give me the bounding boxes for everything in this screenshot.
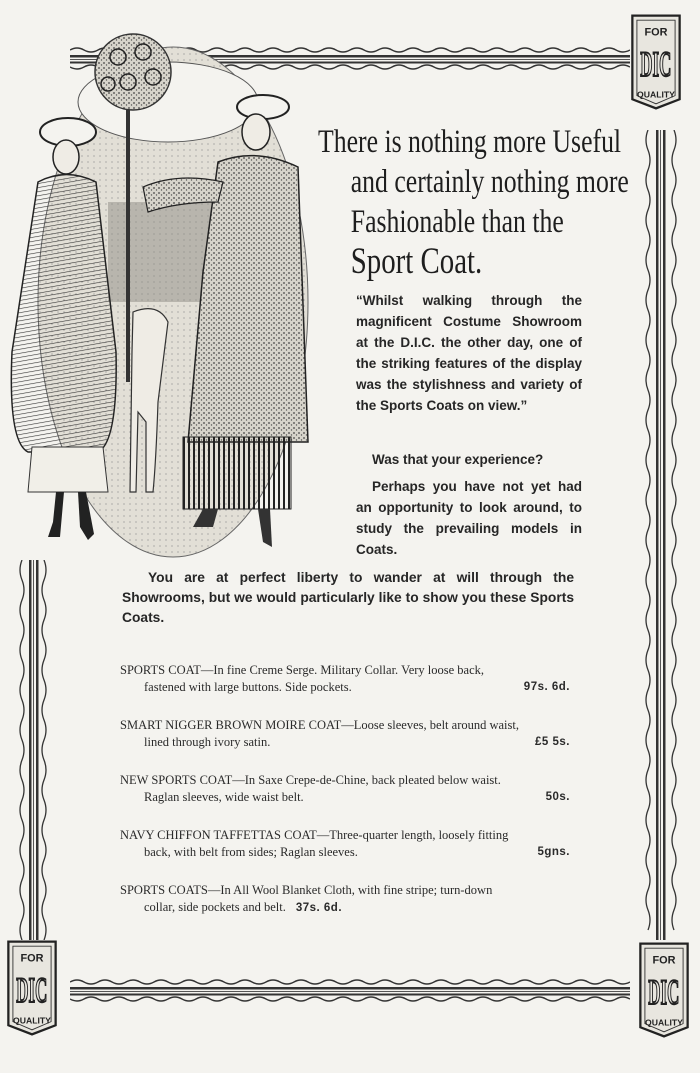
- svg-text:FOR: FOR: [644, 26, 668, 39]
- product-item: [120, 827, 580, 861]
- svg-text:QUALITY: QUALITY: [637, 89, 675, 100]
- right-ornamental-border: [640, 130, 682, 940]
- product-details: Raglan sleeves, wide waist belt.: [144, 790, 304, 804]
- product-description: SPORTS COATS—In All Wool Blanket Cloth, with fine stripe; turn-down: [120, 883, 493, 897]
- product-details: back, with belt from sides; Raglan sleeves.: [144, 845, 358, 859]
- experience-question: Was that your experience?: [372, 452, 544, 467]
- product-description: NEW SPORTS COAT—In Saxe Crepe-de-Chine, back pleated below waist.: [120, 773, 501, 787]
- headline-line-2: and certainly nothing more: [350, 164, 629, 200]
- product-price: 97s. 6d.: [523, 681, 570, 693]
- product-details: fastened with large buttons. Side pockets.: [144, 680, 352, 694]
- product-item: [120, 662, 580, 696]
- bottom-ornamental-border: [70, 978, 630, 1002]
- fashion-illustration: [8, 22, 318, 562]
- left-ornamental-border: [16, 560, 50, 940]
- svg-text:QUALITY: QUALITY: [13, 1015, 51, 1026]
- showroom-quote: “Whilst walking through the magnificent Costume Showroom at the D.I.C. the other day, one of the striking features of the display was the stylishness and variety of the Sports Coats on view.”: [356, 293, 582, 413]
- product-details-text: collar, side pockets and belt.: [144, 900, 286, 914]
- product-list: [120, 662, 580, 938]
- product-item: [120, 772, 580, 806]
- dic-quality-badge-bottom-left: [2, 938, 62, 1038]
- svg-text:FOR: FOR: [652, 954, 676, 967]
- svg-text:DIC: DIC: [640, 45, 672, 85]
- headline-line-3: Fashionable than the: [350, 204, 564, 240]
- product-price: 37s. 6d.: [295, 902, 343, 914]
- headline: [318, 122, 629, 282]
- liberty-paragraph: You are at perfect liberty to wander at will through the Showrooms, but we would particularly like to show you these Sports Coats.: [122, 570, 574, 625]
- perhaps-paragraph: Perhaps you have not yet had an opportunity to look around, to study the prevailing models in Coats.: [356, 479, 582, 557]
- product-description: NAVY CHIFFON TAFFETTAS COAT—Three-quarter length, loosely fitting: [120, 828, 509, 842]
- product-price: 50s.: [545, 791, 570, 803]
- dic-quality-badge-top-right: [626, 12, 686, 112]
- product-price: 5gns.: [537, 846, 570, 858]
- product-details: lined through ivory satin.: [144, 735, 271, 749]
- headline-line-4: Sport Coat.: [350, 241, 483, 282]
- svg-text:FOR: FOR: [20, 952, 44, 965]
- svg-text:QUALITY: QUALITY: [645, 1017, 683, 1028]
- product-item: [120, 717, 580, 751]
- product-description: SPORTS COAT—In fine Creme Serge. Military Collar. Very loose back,: [120, 663, 485, 677]
- dic-quality-badge-bottom-right: [634, 940, 694, 1040]
- headline-line-1: There is nothing more Useful: [318, 124, 622, 160]
- product-description: SMART NIGGER BROWN MOIRE COAT—Loose sleeves, belt around waist,: [120, 718, 519, 732]
- product-price: £5 5s.: [535, 736, 570, 748]
- product-details: [120, 899, 580, 917]
- product-item: [120, 882, 580, 917]
- svg-text:DIC: DIC: [648, 973, 680, 1013]
- svg-text:DIC: DIC: [16, 971, 48, 1011]
